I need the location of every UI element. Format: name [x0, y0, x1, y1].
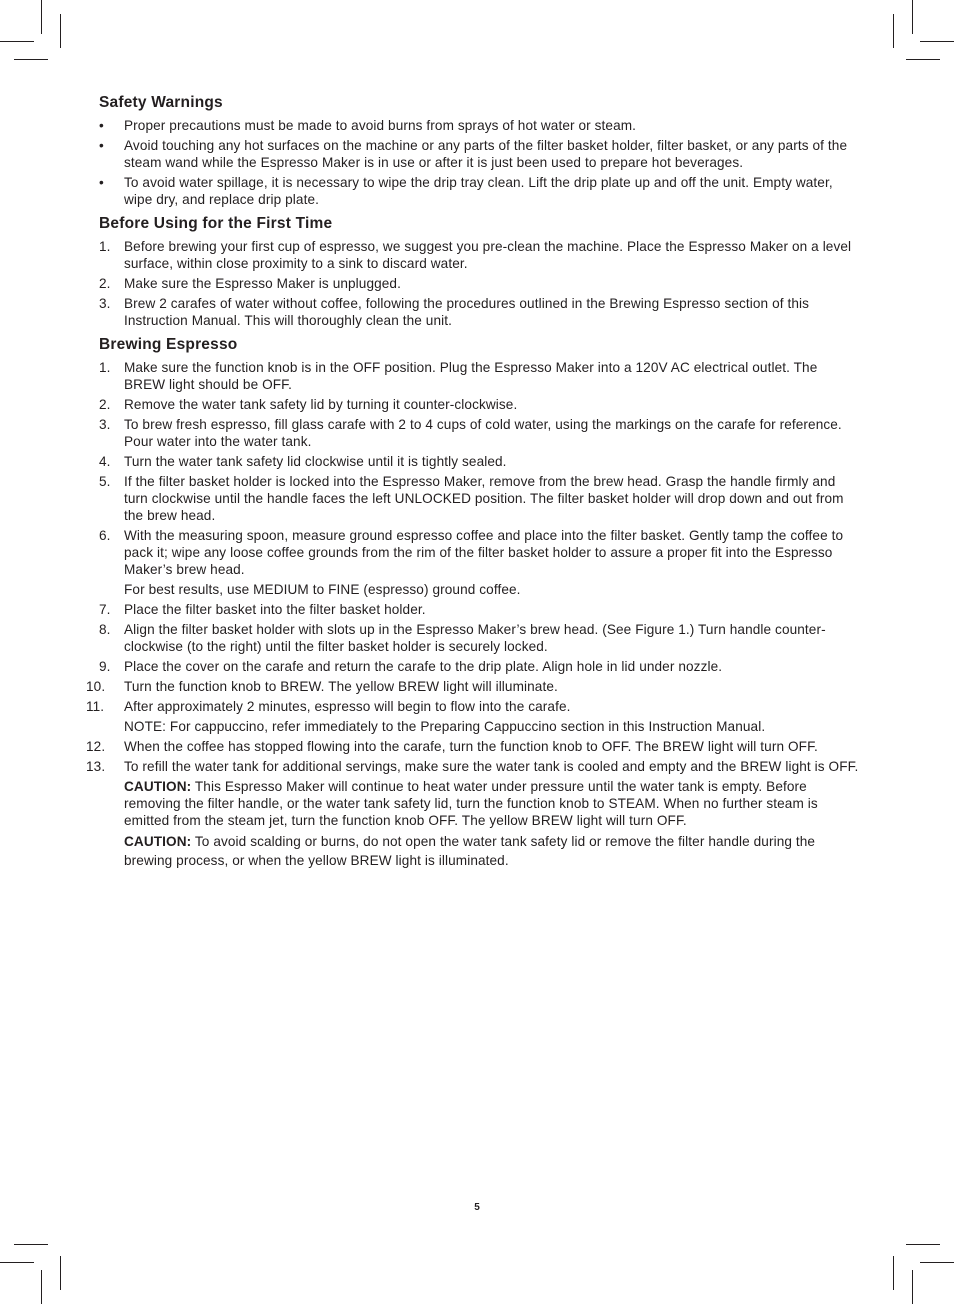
brewing-espresso-section [86, 335, 859, 870]
crop-mark [893, 14, 894, 48]
section-heading: Brewing Espresso [99, 336, 238, 353]
list-item-text: Make sure the function knob is in the OFF position. Plug the Espresso Maker into a 120V AC electrical outlet. The BREW light should be OFF. [124, 360, 818, 392]
crop-mark [920, 1262, 954, 1263]
list-item-text: Before brewing your first cup of espresso, we suggest you pre-clean the machine. Place the Espresso Maker on a level surface, within close proximity to a sink to discard water. [124, 239, 852, 271]
item-number: 11. [86, 699, 105, 714]
list-item-text: Place the cover on the carafe and return the carafe to the drip plate. Align hole in lid under nozzle. [124, 659, 723, 674]
list-item-text: Avoid touching any hot surfaces on the machine or any parts of the filter basket holder, filter basket, or any parts of the steam wand while the Espresso Maker is in use or after it is just been used to prepare hot beverages. [124, 138, 848, 170]
numbered-list [99, 238, 859, 329]
item-number: 6. [99, 528, 111, 543]
item-number: 2. [99, 397, 111, 412]
caution-text: To avoid scalding or burns, do not open the water tank safety lid or remove the filter handle during the brewing process, or when the yellow BREW light is illuminated. [124, 834, 816, 868]
tip-note: For best results, use MEDIUM to FINE (espresso) ground coffee. [124, 582, 521, 597]
item-number: 12. [86, 739, 106, 754]
crop-mark [60, 14, 61, 48]
crop-mark [920, 41, 954, 42]
item-number: 8. [99, 622, 111, 637]
crop-mark [912, 0, 913, 34]
crop-mark [14, 59, 48, 60]
list-item [99, 416, 859, 450]
caution-paragraph [124, 832, 859, 870]
caution-label: CAUTION: [124, 779, 192, 794]
section-heading: Safety Warnings [99, 94, 223, 111]
list-item-text: Make sure the Espresso Maker is unplugged. [124, 276, 401, 291]
section-heading: Before Using for the First Time [99, 215, 333, 232]
list-item [99, 601, 859, 618]
crop-mark [0, 1262, 34, 1263]
crop-mark [906, 1244, 940, 1245]
crop-mark [893, 1256, 894, 1290]
list-item [99, 238, 859, 272]
item-number: 1. [99, 239, 111, 254]
caution-text: This Espresso Maker will continue to heat water under pressure until the water tank is empty. Before removing the filter handle, or the water tank safety lid, turn the function knob to STEAM. When no further steam is emitted from the steam jet, turn the function knob OFF. The yellow BREW light will turn OFF. [124, 779, 818, 828]
list-item [99, 473, 859, 524]
list-item [99, 453, 859, 470]
list-item-text: Place the filter basket into the filter basket holder. [124, 602, 426, 617]
list-item-text: Align the filter basket holder with slots up in the Espresso Maker’s brew head. (See Figure 1.) Turn handle counter-clockwise (to the right) until the filter basket holder is securely locked. [124, 622, 826, 654]
item-number: 1. [99, 360, 111, 375]
item-number: 4. [99, 454, 111, 469]
caution-label: CAUTION: [124, 834, 192, 849]
list-item [99, 527, 859, 598]
list-item [86, 698, 859, 735]
list-item-text: Turn the function knob to BREW. The yellow BREW light will illuminate. [124, 679, 558, 694]
item-number: 5. [99, 474, 111, 489]
item-number: 2. [99, 276, 111, 291]
list-item-text: With the measuring spoon, measure ground espresso coffee and place into the filter basket. Gently tamp the coffee to pack it; wipe any loose coffee grounds from the rim of the filter basket holder to assure a proper fit into the Espresso Maker’s brew head. [124, 528, 844, 577]
list-item [99, 174, 859, 208]
list-item-text: After approximately 2 minutes, espresso will begin to flow into the carafe. [124, 699, 571, 714]
list-item-text: To avoid water spillage, it is necessary to wipe the drip tray clean. Lift the drip plate up and off the unit. Empty water, wipe dry, and replace drip plate. [124, 175, 833, 207]
first-time-section [99, 214, 859, 329]
list-item-text: Remove the water tank safety lid by turning it counter-clockwise. [124, 397, 518, 412]
page-content [86, 93, 859, 876]
numbered-list [86, 359, 859, 870]
list-item-text: Proper precautions must be made to avoid burns from sprays of hot water or steam. [124, 118, 637, 133]
bullet-list [99, 117, 859, 208]
list-item-text: Turn the water tank safety lid clockwise until it is tightly sealed. [124, 454, 507, 469]
item-number: 10. [86, 679, 106, 694]
bullet-marker: • [99, 175, 104, 190]
list-item [86, 758, 859, 870]
caution-paragraph [124, 778, 859, 829]
list-item [99, 117, 859, 134]
safety-warnings-section [99, 93, 859, 208]
item-number: 3. [99, 296, 111, 311]
list-item [99, 295, 859, 329]
crop-mark [41, 0, 42, 34]
list-item-text: If the filter basket holder is locked into the Espresso Maker, remove from the brew head. Grasp the handle firmly and turn clockwise until the handle faces the left UNLOCKED position. The filter basket holder will drop down and out from the brew head. [124, 474, 844, 523]
list-item [99, 658, 859, 675]
list-item [86, 738, 859, 755]
list-item-text: To brew fresh espresso, fill glass carafe with 2 to 4 cups of cold water, using the markings on the carafe for reference. Pour water into the water tank. [124, 417, 842, 449]
item-number: 9. [99, 659, 111, 674]
crop-mark [912, 1270, 913, 1304]
bullet-marker: • [99, 138, 104, 153]
list-item-text: When the coffee has stopped flowing into the carafe, turn the function knob to OFF. The BREW light will turn OFF. [124, 739, 818, 754]
list-item-text: To refill the water tank for additional servings, make sure the water tank is cooled and empty and the BREW light is OFF. [124, 759, 859, 774]
item-number: 3. [99, 417, 111, 432]
list-item [99, 275, 859, 292]
crop-mark [14, 1244, 48, 1245]
note-paragraph: NOTE: For cappuccino, refer immediately to the Preparing Cappuccino section in this Instruction Manual. [124, 719, 766, 734]
list-item [99, 359, 859, 393]
list-item-text: Brew 2 carafes of water without coffee, following the procedures outlined in the Brewing Espresso section of this Instruction Manual. This will thoroughly clean the unit. [124, 296, 810, 328]
item-number: 13. [86, 759, 106, 774]
bullet-marker: • [99, 118, 104, 133]
crop-mark [0, 41, 34, 42]
list-item [86, 678, 859, 695]
page-number: 5 [474, 1202, 480, 1213]
list-item [99, 137, 859, 171]
list-item [99, 396, 859, 413]
crop-mark [906, 59, 940, 60]
crop-mark [60, 1256, 61, 1290]
list-item [99, 621, 859, 655]
crop-mark [41, 1270, 42, 1304]
item-number: 7. [99, 602, 111, 617]
